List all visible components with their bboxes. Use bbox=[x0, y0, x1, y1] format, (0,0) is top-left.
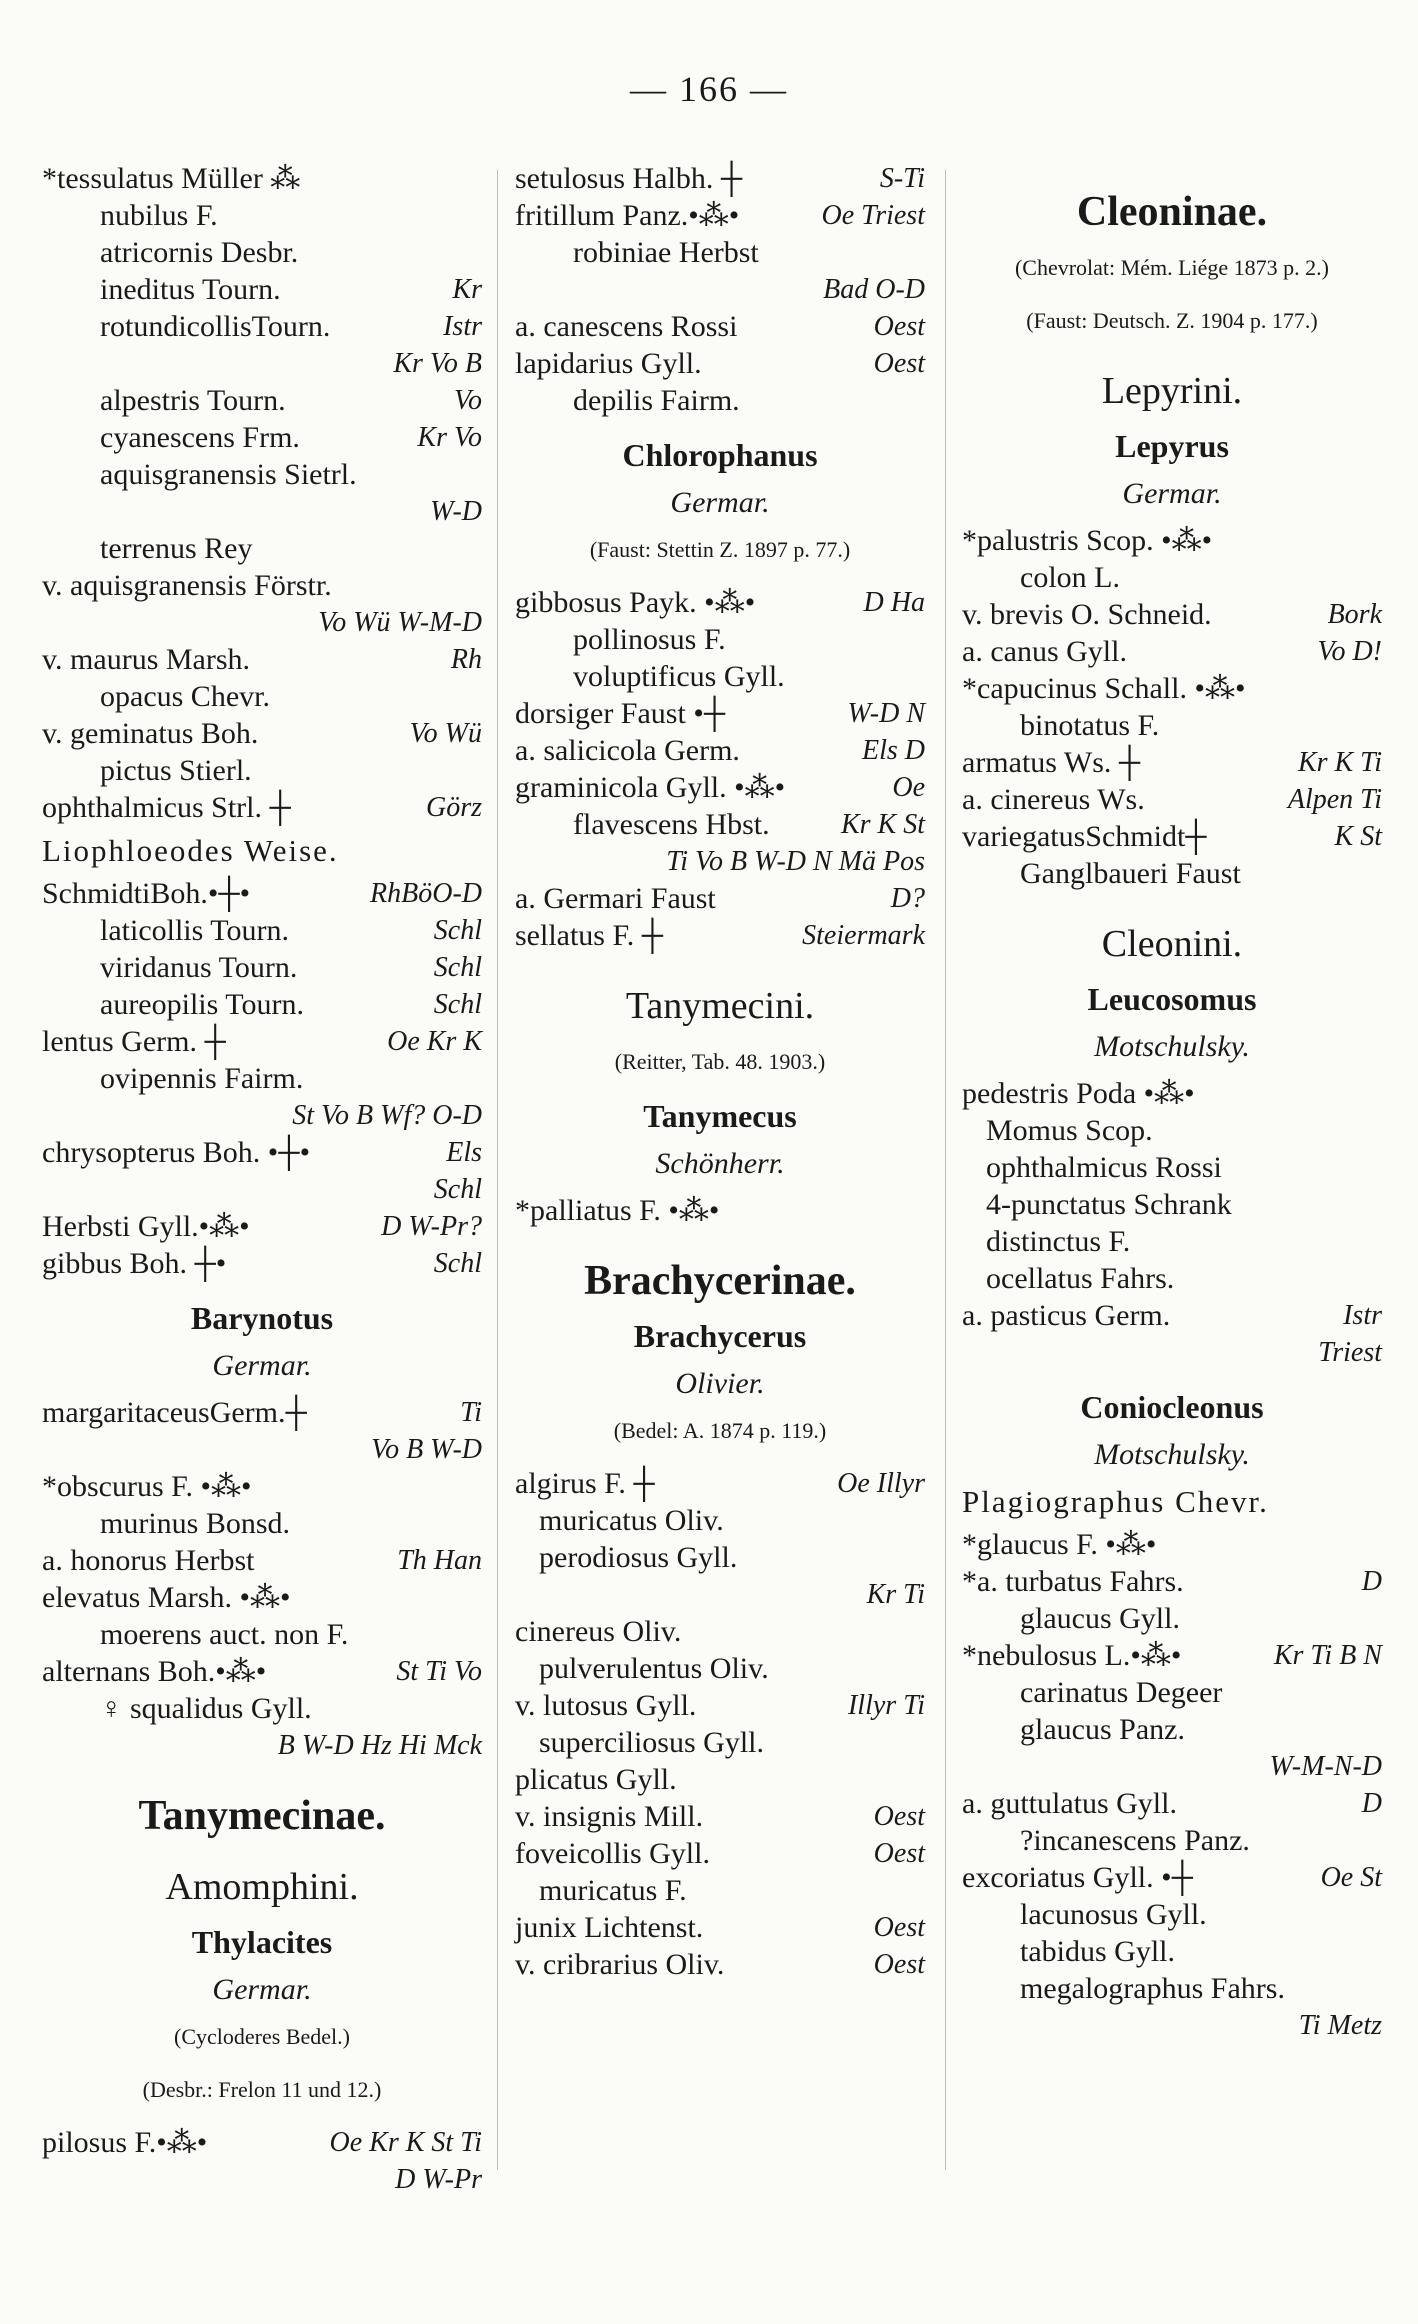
species-entry bbox=[42, 493, 482, 530]
species-name: excoriatus Gyll. •┼ bbox=[962, 1861, 1193, 1894]
species-name: a. canus Gyll. bbox=[962, 635, 1127, 668]
species-entry bbox=[515, 695, 925, 732]
species-name: superciliosus Gyll. bbox=[539, 1726, 764, 1759]
distribution: W-M-N-D bbox=[1269, 1751, 1382, 1782]
species-entry bbox=[962, 596, 1382, 633]
distribution: Kr Vo B bbox=[393, 348, 482, 379]
species-name: *palliatus F. •⁂• bbox=[515, 1194, 720, 1227]
species-entry bbox=[42, 234, 482, 271]
species-entry bbox=[42, 530, 482, 567]
distribution: Oe Kr K St Ti bbox=[329, 2127, 482, 2158]
species-entry bbox=[42, 1690, 482, 1727]
species-entry bbox=[515, 1798, 925, 1835]
literature-reference: (Cycloderes Bedel.) bbox=[174, 2024, 350, 2049]
genus-author: Schönherr. bbox=[655, 1147, 785, 1180]
species-name: junix Lichtenst. bbox=[515, 1911, 704, 1944]
species-entry bbox=[962, 781, 1382, 818]
distribution: W-D N bbox=[847, 698, 925, 729]
species-entry bbox=[962, 818, 1382, 855]
species-name: colon L. bbox=[1020, 561, 1120, 594]
species-entry bbox=[42, 345, 482, 382]
species-entry bbox=[962, 1896, 1382, 1933]
species-name: v. aquisgranensis Förstr. bbox=[42, 569, 332, 602]
species-name: setulosus Halbh. ┼ bbox=[515, 162, 743, 195]
section-heading: Liophloeodes Weise. bbox=[42, 833, 339, 868]
distribution: B W-D Hz Hi Mck bbox=[277, 1730, 482, 1761]
section-heading: Chlorophanus bbox=[622, 437, 818, 473]
species-name: foveicollis Gyll. bbox=[515, 1837, 710, 1870]
species-entry bbox=[962, 1933, 1382, 1970]
distribution: Oest bbox=[873, 1912, 925, 1943]
species-name: glaucus Panz. bbox=[1020, 1713, 1185, 1746]
species-entry bbox=[42, 1394, 482, 1431]
species-entry bbox=[42, 419, 482, 456]
distribution: Schl bbox=[433, 915, 482, 946]
species-name: muricatus Oliv. bbox=[539, 1504, 724, 1537]
distribution: Kr Ti bbox=[866, 1579, 925, 1610]
species-entry bbox=[515, 345, 925, 382]
species-entry bbox=[42, 1616, 482, 1653]
section-heading: Barynotus bbox=[190, 1300, 334, 1336]
distribution: Ti Metz bbox=[1298, 2010, 1382, 2041]
species-name: cinereus Oliv. bbox=[515, 1615, 682, 1648]
distribution: St Vo B Wf? O-D bbox=[292, 1100, 482, 1131]
literature-reference: (Bedel: A. 1874 p. 119.) bbox=[613, 1418, 827, 1443]
species-entry bbox=[515, 1872, 925, 1909]
species-entry bbox=[962, 1563, 1382, 1600]
species-name: ocellatus Fahrs. bbox=[986, 1262, 1175, 1295]
species-name: ophthalmicus Strl. ┼ bbox=[42, 791, 291, 824]
species-entry bbox=[962, 1186, 1382, 1223]
species-entry bbox=[515, 806, 925, 843]
distribution: Schl bbox=[433, 989, 482, 1020]
species-entry bbox=[962, 1075, 1382, 1112]
species-name: a. pasticus Germ. bbox=[962, 1299, 1171, 1332]
distribution: Oest bbox=[873, 1838, 925, 1869]
species-name: moerens auct. non F. bbox=[100, 1618, 349, 1651]
distribution: Oe Illyr bbox=[837, 1468, 925, 1499]
species-name: Ganglbaueri Faust bbox=[1020, 857, 1241, 890]
species-entry bbox=[42, 604, 482, 641]
species-name: a. cinereus Ws. bbox=[962, 783, 1145, 816]
distribution: Triest bbox=[1318, 1337, 1382, 1368]
distribution: Alpen Ti bbox=[1287, 784, 1382, 815]
section-heading: Coniocleonus bbox=[1080, 1389, 1264, 1425]
species-entry bbox=[42, 1468, 482, 1505]
section-heading: Tanymecus bbox=[643, 1098, 797, 1134]
species-entry bbox=[962, 1334, 1382, 1371]
species-entry bbox=[42, 1431, 482, 1468]
distribution: D bbox=[1361, 1566, 1382, 1597]
distribution: Rh bbox=[450, 644, 482, 675]
species-entry bbox=[962, 1859, 1382, 1896]
distribution: Vo bbox=[454, 385, 482, 416]
literature-reference: (Faust: Deutsch. Z. 1904 p. 177.) bbox=[1026, 308, 1318, 333]
distribution: Kr Vo bbox=[417, 422, 482, 453]
literature-reference: (Chevrolat: Mém. Liége 1873 p. 2.) bbox=[1014, 255, 1330, 280]
species-entry bbox=[515, 1835, 925, 1872]
species-entry bbox=[962, 633, 1382, 670]
species-name: *capucinus Schall. •⁂• bbox=[962, 672, 1246, 705]
species-entry bbox=[515, 1650, 925, 1687]
column-3 bbox=[962, 160, 1382, 2044]
species-name: *tessulatus Müller ⁂ bbox=[42, 162, 301, 195]
species-entry bbox=[962, 1822, 1382, 1859]
species-name: *a. turbatus Fahrs. bbox=[962, 1565, 1184, 1598]
distribution: St Ti Vo bbox=[396, 1656, 482, 1687]
species-entry bbox=[962, 1149, 1382, 1186]
section-heading: Cleoninae. bbox=[1076, 189, 1268, 235]
species-entry bbox=[42, 1060, 482, 1097]
species-name: alpestris Tourn. bbox=[100, 384, 286, 417]
genus-author: Olivier. bbox=[675, 1367, 765, 1400]
section-heading: Brachycerinae. bbox=[584, 1258, 856, 1304]
species-entry bbox=[962, 1600, 1382, 1637]
species-name: ineditus Tourn. bbox=[100, 273, 281, 306]
species-name: lentus Germ. ┼ bbox=[42, 1025, 226, 1058]
species-name: fritillum Panz.•⁂• bbox=[515, 199, 740, 232]
species-entry bbox=[42, 1097, 482, 1134]
species-entry bbox=[42, 986, 482, 1023]
distribution: Schl bbox=[433, 952, 482, 983]
species-entry bbox=[515, 382, 925, 419]
distribution: Oest bbox=[873, 311, 925, 342]
species-entry bbox=[962, 522, 1382, 559]
species-name: *glaucus F. •⁂• bbox=[962, 1528, 1157, 1561]
species-name: distinctus F. bbox=[986, 1225, 1131, 1258]
section-heading: Plagiographus Chevr. bbox=[962, 1484, 1269, 1519]
distribution: Vo Wü W-M-D bbox=[318, 607, 482, 638]
distribution: Istr bbox=[443, 311, 482, 342]
species-name: a. guttulatus Gyll. bbox=[962, 1787, 1177, 1820]
distribution: Schl bbox=[433, 1174, 482, 1205]
species-name: voluptificus Gyll. bbox=[573, 660, 785, 693]
distribution: Bad O-D bbox=[823, 274, 925, 305]
species-name: cyanescens Frm. bbox=[100, 421, 300, 454]
species-entry bbox=[515, 1613, 925, 1650]
species-entry bbox=[42, 949, 482, 986]
distribution: Oe Kr K bbox=[387, 1026, 482, 1057]
species-name: lapidarius Gyll. bbox=[515, 347, 702, 380]
species-entry bbox=[515, 1502, 925, 1539]
genus-author: Motschulsky. bbox=[1094, 1030, 1250, 1063]
distribution: D? bbox=[890, 883, 925, 914]
species-entry bbox=[42, 875, 482, 912]
species-entry bbox=[515, 1687, 925, 1724]
species-entry bbox=[42, 2124, 482, 2161]
species-name: chrysopterus Boh. •┼• bbox=[42, 1136, 311, 1169]
species-name: megalographus Fahrs. bbox=[1020, 1972, 1285, 2005]
species-entry bbox=[515, 843, 925, 880]
species-entry bbox=[42, 641, 482, 678]
species-entry bbox=[42, 308, 482, 345]
column-rule-left bbox=[497, 170, 498, 2170]
species-entry bbox=[42, 1134, 482, 1171]
genus-author: Germar. bbox=[212, 1973, 312, 2006]
species-name: opacus Chevr. bbox=[100, 680, 270, 713]
species-entry bbox=[42, 1245, 482, 1282]
species-name: v. lutosus Gyll. bbox=[515, 1689, 697, 1722]
species-name: atricornis Desbr. bbox=[100, 236, 299, 269]
species-entry bbox=[42, 2161, 482, 2198]
species-entry bbox=[515, 880, 925, 917]
section-heading: Brachycerus bbox=[633, 1318, 807, 1354]
distribution: Oe bbox=[892, 772, 925, 803]
distribution: Oe Triest bbox=[821, 200, 925, 231]
species-name: Herbsti Gyll.•⁂• bbox=[42, 1210, 250, 1243]
distribution: Els bbox=[446, 1137, 482, 1168]
species-name: muricatus F. bbox=[539, 1874, 687, 1907]
species-name: lacunosus Gyll. bbox=[1020, 1898, 1207, 1931]
section-heading: Cleonini. bbox=[1101, 923, 1243, 965]
species-entry bbox=[962, 1526, 1382, 1563]
species-name: Momus Scop. bbox=[986, 1114, 1153, 1147]
species-entry bbox=[962, 1711, 1382, 1748]
species-name: v. geminatus Boh. bbox=[42, 717, 259, 750]
species-name: 4-punctatus Schrank bbox=[986, 1188, 1232, 1221]
species-entry bbox=[42, 1171, 482, 1208]
species-name: perodiosus Gyll. bbox=[539, 1541, 738, 1574]
distribution: Oest bbox=[873, 1949, 925, 1980]
distribution: D Ha bbox=[863, 587, 925, 618]
species-name: dorsiger Faust •┼ bbox=[515, 697, 726, 730]
species-entry bbox=[515, 1576, 925, 1613]
species-entry bbox=[515, 1761, 925, 1798]
species-entry bbox=[515, 621, 925, 658]
species-name: margaritaceusGerm.┼ bbox=[42, 1396, 307, 1429]
column-rule-right bbox=[945, 170, 946, 2170]
species-entry bbox=[42, 1505, 482, 1542]
species-name: armatus Ws. ┼ bbox=[962, 746, 1141, 779]
species-entry bbox=[42, 1542, 482, 1579]
species-entry bbox=[962, 1297, 1382, 1334]
distribution: D W-Pr? bbox=[381, 1211, 482, 1242]
species-entry bbox=[42, 456, 482, 493]
distribution: Vo Wü bbox=[409, 718, 482, 749]
genus-author: Germar. bbox=[212, 1349, 312, 1382]
species-entry bbox=[515, 1909, 925, 1946]
species-name: alternans Boh.•⁂• bbox=[42, 1655, 267, 1688]
distribution: Th Han bbox=[397, 1545, 482, 1576]
section-heading: Amomphini. bbox=[165, 1866, 359, 1908]
species-name: variegatusSchmidt┼ bbox=[962, 820, 1207, 853]
species-entry bbox=[515, 732, 925, 769]
species-name: a. salicicola Germ. bbox=[515, 734, 740, 767]
page-number: — 166 — bbox=[630, 69, 788, 109]
distribution: Kr K Ti bbox=[1297, 747, 1382, 778]
distribution: Vo B W-D bbox=[371, 1434, 482, 1465]
species-entry bbox=[42, 715, 482, 752]
section-heading: Lepyrus bbox=[1115, 428, 1229, 464]
species-name: a. Germari Faust bbox=[515, 882, 716, 915]
species-entry bbox=[515, 160, 925, 197]
distribution: D bbox=[1361, 1788, 1382, 1819]
genus-author: Germar. bbox=[1122, 477, 1222, 510]
species-name: a. honorus Herbst bbox=[42, 1544, 255, 1577]
distribution: Oe St bbox=[1320, 1862, 1382, 1893]
section-heading: Leucosomus bbox=[1087, 981, 1257, 1017]
distribution: Illyr Ti bbox=[847, 1690, 925, 1721]
species-name: pedestris Poda •⁂• bbox=[962, 1077, 1195, 1110]
species-entry bbox=[962, 707, 1382, 744]
species-entry bbox=[962, 855, 1382, 892]
species-name: pollinosus F. bbox=[573, 623, 726, 656]
species-name: tabidus Gyll. bbox=[1020, 1935, 1175, 1968]
species-entry bbox=[962, 2007, 1382, 2044]
species-name: v. brevis O. Schneid. bbox=[962, 598, 1212, 631]
distribution: Bork bbox=[1327, 599, 1382, 630]
species-name: *obscurus F. •⁂• bbox=[42, 1470, 252, 1503]
species-name: robiniae Herbst bbox=[573, 236, 759, 269]
species-name: flavescens Hbst. bbox=[573, 808, 770, 841]
species-name: a. canescens Rossi bbox=[515, 310, 738, 343]
species-name: algirus F. ┼ bbox=[515, 1467, 655, 1500]
literature-reference: (Desbr.: Frelon 11 und 12.) bbox=[142, 2077, 382, 2102]
species-name: laticollis Tourn. bbox=[100, 914, 289, 947]
species-entry bbox=[515, 1539, 925, 1576]
species-name: carinatus Degeer bbox=[1020, 1676, 1223, 1709]
distribution: Vo D! bbox=[1317, 636, 1382, 667]
distribution: Kr Ti B N bbox=[1273, 1640, 1382, 1671]
species-entry bbox=[42, 752, 482, 789]
species-entry bbox=[42, 912, 482, 949]
distribution: K St bbox=[1334, 821, 1382, 852]
species-entry bbox=[42, 197, 482, 234]
species-name: viridanus Tourn. bbox=[100, 951, 298, 984]
species-entry bbox=[42, 160, 482, 197]
species-name: v. maurus Marsh. bbox=[42, 643, 251, 676]
literature-reference: (Faust: Stettin Z. 1897 p. 77.) bbox=[589, 537, 851, 562]
distribution: Ti bbox=[460, 1397, 482, 1428]
species-name: v. insignis Mill. bbox=[515, 1800, 704, 1833]
species-entry bbox=[515, 769, 925, 806]
species-entry bbox=[515, 1946, 925, 1983]
distribution: Steiermark bbox=[802, 920, 925, 951]
species-entry bbox=[962, 744, 1382, 781]
species-entry bbox=[42, 1023, 482, 1060]
species-name: plicatus Gyll. bbox=[515, 1763, 677, 1796]
species-entry bbox=[962, 1674, 1382, 1711]
species-name: ophthalmicus Rossi bbox=[986, 1151, 1222, 1184]
species-name: sellatus F. ┼ bbox=[515, 919, 664, 952]
genus-author: Germar. bbox=[670, 486, 770, 519]
distribution: S-Ti bbox=[879, 163, 925, 194]
species-name: terrenus Rey bbox=[100, 532, 253, 565]
section-heading: Tanymecini. bbox=[625, 985, 815, 1027]
species-entry bbox=[42, 789, 482, 826]
species-name: gibbus Boh. ┼• bbox=[42, 1247, 227, 1280]
species-entry bbox=[515, 271, 925, 308]
distribution: Görz bbox=[425, 792, 482, 823]
species-name: aureopilis Tourn. bbox=[100, 988, 304, 1021]
species-name: binotatus F. bbox=[1020, 709, 1160, 742]
species-entry bbox=[42, 271, 482, 308]
section-heading: Lepyrini. bbox=[1101, 370, 1243, 412]
species-entry bbox=[962, 559, 1382, 596]
literature-reference: (Reitter, Tab. 48. 1903.) bbox=[614, 1049, 826, 1074]
species-name: ?incanescens Panz. bbox=[1020, 1824, 1250, 1857]
species-name: elevatus Marsh. •⁂• bbox=[42, 1581, 291, 1614]
species-entry bbox=[515, 1192, 925, 1229]
distribution: Oest bbox=[873, 1801, 925, 1832]
species-entry bbox=[515, 1465, 925, 1502]
distribution: W-D bbox=[430, 496, 482, 527]
species-name: aquisgranensis Sietrl. bbox=[100, 458, 357, 491]
distribution: D W-Pr bbox=[395, 2164, 482, 2195]
distribution: Kr K St bbox=[840, 809, 925, 840]
species-entry bbox=[962, 1970, 1382, 2007]
species-entry bbox=[515, 197, 925, 234]
species-entry bbox=[42, 382, 482, 419]
species-name: graminicola Gyll. •⁂• bbox=[515, 771, 786, 804]
distribution: RhBöO-D bbox=[370, 878, 482, 909]
species-entry bbox=[42, 678, 482, 715]
species-entry bbox=[42, 1579, 482, 1616]
species-entry bbox=[962, 1748, 1382, 1785]
species-entry bbox=[515, 584, 925, 621]
species-entry bbox=[962, 1223, 1382, 1260]
species-entry bbox=[42, 1727, 482, 1764]
species-entry bbox=[962, 670, 1382, 707]
species-name: *palustris Scop. •⁂• bbox=[962, 524, 1213, 557]
distribution: Istr bbox=[1343, 1300, 1382, 1331]
species-name: nubilus F. bbox=[100, 199, 218, 232]
species-entry bbox=[515, 917, 925, 954]
species-name: rotundicollisTourn. bbox=[100, 310, 331, 343]
species-entry bbox=[515, 1724, 925, 1761]
species-entry bbox=[962, 1112, 1382, 1149]
species-entry bbox=[42, 567, 482, 604]
species-entry bbox=[515, 308, 925, 345]
species-entry bbox=[962, 1637, 1382, 1674]
species-entry bbox=[962, 1260, 1382, 1297]
species-name: pictus Stierl. bbox=[100, 754, 252, 787]
section-heading: Tanymecinae. bbox=[138, 1793, 386, 1839]
species-name: SchmidtiBoh.•┼• bbox=[42, 877, 251, 910]
distribution: Els D bbox=[862, 735, 925, 766]
species-name: ♀ squalidus Gyll. bbox=[100, 1692, 312, 1725]
distribution: Kr bbox=[452, 274, 482, 305]
species-entry bbox=[515, 658, 925, 695]
distribution: Ti Vo B W-D N Mä Pos bbox=[666, 846, 925, 877]
species-name: pilosus F.•⁂• bbox=[42, 2126, 208, 2159]
column-2 bbox=[515, 160, 925, 1983]
species-name: pulverulentus Oliv. bbox=[539, 1652, 769, 1685]
species-name: v. cribrarius Oliv. bbox=[515, 1948, 725, 1981]
species-name: murinus Bonsd. bbox=[100, 1507, 291, 1540]
species-entry bbox=[962, 1785, 1382, 1822]
distribution: Schl bbox=[433, 1248, 482, 1279]
species-entry bbox=[515, 234, 925, 271]
species-name: gibbosus Payk. •⁂• bbox=[515, 586, 756, 619]
section-heading: Thylacites bbox=[191, 1924, 333, 1960]
species-entry bbox=[42, 1653, 482, 1690]
species-name: *nebulosus L.•⁂• bbox=[962, 1639, 1182, 1672]
species-name: ovipennis Fairm. bbox=[100, 1062, 304, 1095]
genus-author: Motschulsky. bbox=[1094, 1438, 1250, 1471]
species-name: glaucus Gyll. bbox=[1020, 1602, 1180, 1635]
species-name: depilis Fairm. bbox=[573, 384, 740, 417]
species-entry bbox=[42, 1208, 482, 1245]
column-1 bbox=[42, 160, 482, 2198]
distribution: Oest bbox=[873, 348, 925, 379]
